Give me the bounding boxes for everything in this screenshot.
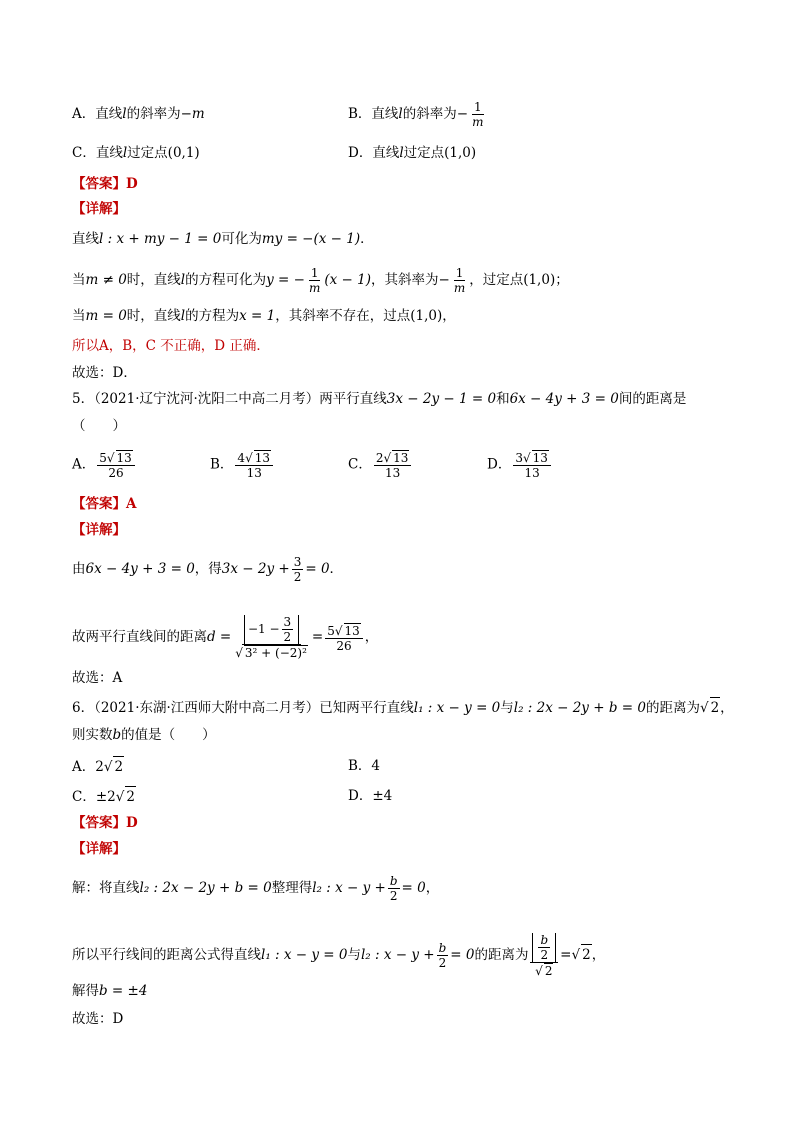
fraction-denominator: 26 (108, 466, 124, 480)
radicand: 2 (581, 944, 592, 965)
radicand: 2 (113, 756, 124, 777)
text: ， (720, 700, 734, 716)
q4-option-b-text: 的斜率为 (402, 106, 457, 122)
text: ． (329, 561, 344, 577)
q6-solution-line-2: 所以平行线间的距离公式得直线l₁ : x − y = 0与l₂ : x − y + $\frac{b}{2}$ = 0的距离为 $\frac{\frac{b}{2}}{√ 2}$ =√ 2， (72, 933, 606, 978)
fraction-numerator: b (389, 874, 398, 888)
q5-solution-line-2 (72, 615, 378, 660)
text: ； (555, 272, 569, 288)
equation: l₂ : 2x − 2y + b = 0 (513, 700, 646, 716)
q4-option-b (348, 100, 487, 129)
q4-option-a-label: A．直线 (72, 106, 123, 122)
fraction: $\frac{5√ 13}{26}$ (97, 450, 135, 480)
q4-solution-line-3 (72, 306, 456, 326)
option-label: B． (348, 758, 372, 774)
text: 时，直线 (126, 272, 181, 288)
radicand: 13 (116, 451, 132, 465)
text: ，得 (194, 561, 222, 577)
fraction (292, 555, 304, 584)
q4-option-d-value: (1,0) (444, 145, 477, 161)
var-b: b (112, 727, 122, 743)
coefficient: 4 (237, 451, 246, 465)
radicand: 13 (393, 451, 409, 465)
q6-solution-line-1 (72, 874, 439, 903)
q4-option-b-sign: − (456, 106, 469, 122)
q6-option-b (348, 756, 380, 776)
text: ． (360, 231, 374, 247)
text: 的方程为 (185, 308, 240, 324)
text: 时，直线 (126, 308, 181, 324)
q5-option-b (210, 450, 275, 480)
q4-answer: 【答案】D (72, 176, 138, 192)
text: 与 (347, 947, 361, 963)
q6-solution-line-3 (72, 981, 147, 1001)
sign: − (438, 272, 450, 288)
q6-option-d (348, 786, 392, 806)
q5-paren: （ ） (72, 418, 126, 434)
point: (1,0) (410, 308, 443, 324)
distance-fraction: −1 − $\frac{3}{2}$ √ 3² + (−2)² (235, 615, 307, 660)
text: ， (425, 880, 440, 896)
equation: l₁ : x − y = 0 (261, 947, 348, 963)
text: 的距离为 (645, 700, 700, 716)
q4-option-a (72, 104, 205, 124)
equation: m ≠ 0 (85, 272, 127, 288)
fraction-numerator: 1 (473, 100, 482, 114)
option-label: C． (72, 789, 96, 805)
fraction-denominator: 2 (438, 956, 447, 970)
fraction-denominator: 2 (389, 889, 398, 903)
fraction: $\frac{4√ 13}{13}$ (235, 450, 273, 480)
q6-conclusion: 故选：D (72, 1011, 124, 1027)
text: 解得 (72, 983, 99, 999)
fraction-numerator: 1 (310, 266, 319, 280)
option-value: ±2 (95, 789, 116, 805)
q6-answer: 【答案】D (72, 815, 138, 831)
q5-solution-line-1 (72, 555, 343, 584)
q5-option-a (72, 450, 137, 480)
text: 则实数 (72, 727, 113, 743)
q5-option-d (487, 450, 553, 480)
coefficient: 5 (99, 451, 107, 465)
text: ，其斜率不存在，过点 (275, 308, 411, 324)
text: ，过定点 (469, 272, 524, 288)
text: 所以平行线间的距离公式得直线 (72, 947, 261, 963)
option-label: A． (72, 759, 96, 775)
equation: (x − 1) (324, 272, 371, 288)
equation: = 0 (305, 561, 330, 577)
radicand: 2 (125, 786, 136, 807)
q4-var-l: l (399, 145, 404, 161)
text: 和 (496, 391, 510, 407)
text: 6．（2021·东湖·江西师大附中高二月考）已知两平行直线 (72, 700, 414, 716)
text: 解：将直线 (72, 880, 140, 896)
fraction (388, 874, 400, 903)
equation: l₁ : x − y = 0 (413, 700, 501, 716)
radicand: 2 (710, 697, 721, 718)
text: 由 (72, 561, 86, 577)
equation: y = − (266, 272, 305, 288)
coefficient: 5 (327, 623, 335, 638)
option-label: D． (348, 788, 373, 804)
q5-conclusion: 故选：A (72, 670, 123, 686)
text: 间的距离是 (618, 391, 687, 407)
fraction-numerator: b (438, 941, 447, 955)
text: ， (442, 308, 456, 324)
q6-stem: 6．（2021·东湖·江西师大附中高二月考）已知两平行直线l₁ : x − y = 0与l₂ : 2x − 2y + b = 0的距离为√ 2， (72, 697, 734, 718)
fraction-denominator: m (308, 281, 321, 295)
point: (1,0) (523, 272, 556, 288)
fraction (452, 266, 467, 295)
fraction-numerator: 3 (293, 555, 302, 569)
q4-option-d-text: 过定点 (403, 145, 445, 161)
option-value: 4 (371, 758, 381, 774)
equation: x = 1 (239, 308, 276, 324)
q6-stem-2 (72, 725, 216, 745)
distance-fraction: $\frac{\frac{b}{2}}{√ 2}$ (530, 933, 558, 978)
q4-detail-heading: 【详解】 (72, 201, 126, 217)
fraction-denominator: 13 (524, 466, 540, 480)
equation: 3x − 2y + (221, 561, 290, 577)
equals: = (560, 947, 572, 963)
q6-detail-heading: 【详解】 (72, 841, 126, 857)
fraction-denominator: 2 (540, 948, 549, 962)
q5-stem (72, 389, 686, 409)
fraction-denominator: 26 (336, 638, 352, 653)
q4-solution-line-2 (72, 266, 569, 295)
equation: = 0 (450, 947, 475, 963)
text: 当 (72, 308, 86, 324)
option-label: C． (348, 456, 372, 473)
text: 的方程可化为 (185, 272, 267, 288)
equals: = (311, 629, 324, 645)
fraction-denominator: m (472, 115, 484, 129)
q4-solution-line-4: 所以A，B，C 不正确，D 正确． (72, 338, 270, 354)
q4-option-c-text: 过定点 (127, 145, 168, 161)
q4-var-l: l (122, 145, 128, 161)
q4-solution-line-1 (72, 229, 374, 249)
text: 的距离为 (474, 947, 529, 963)
q5-answer: 【答案】A (72, 496, 137, 512)
fraction-numerator: 3 (283, 615, 292, 629)
option-value: 2 (95, 759, 104, 775)
radicand: 13 (532, 451, 548, 465)
option-value: ±4 (372, 788, 393, 804)
equation: l₂ : 2x − 2y + b = 0 (139, 880, 272, 896)
q4-option-b-fraction (470, 100, 485, 129)
equation: b = ±4 (99, 983, 148, 999)
equation: my = −(x − 1) (261, 231, 361, 247)
text: 的值是（ ） (121, 727, 216, 743)
q4-conclusion: 故选：D． (72, 365, 137, 381)
q5-option-c (348, 450, 413, 480)
abs-content: −1 − (247, 622, 280, 636)
equation: = 0 (401, 880, 426, 896)
fraction-denominator: 13 (246, 466, 262, 480)
var-l: l (180, 272, 186, 288)
radicand: 13 (344, 623, 360, 638)
q4-option-d (348, 143, 476, 163)
text: 5．（2021·辽宁沈河·沈阳二中高二月考）两平行直线 (72, 391, 387, 407)
text: 故两平行直线间的距离 (72, 629, 207, 645)
option-label: A． (72, 456, 96, 473)
fraction-denominator: 2 (293, 570, 302, 584)
q4-option-a-text: 的斜率为 (126, 106, 181, 122)
q4-option-c-label: C．直线 (72, 145, 123, 161)
coefficient: 3 (515, 451, 523, 465)
text: 可化为 (221, 231, 262, 247)
fraction-numerator: 1 (455, 266, 464, 280)
equation: 6x − 4y + 3 = 0 (85, 561, 195, 577)
equation: 3x − 2y − 1 = 0 (386, 391, 497, 407)
result-fraction: $\frac{5√ 13}{26}$ (325, 623, 363, 653)
var-l: l (180, 308, 186, 324)
fraction-numerator: b (540, 933, 549, 947)
text: 与 (500, 700, 514, 716)
option-label: D． (487, 456, 512, 473)
equation: l : x + my − 1 = 0 (99, 231, 222, 247)
q4-option-d-label: D．直线 (348, 145, 400, 161)
fraction-denominator: m (453, 281, 466, 295)
equation: l₂ : x − y + (360, 947, 435, 963)
fraction-denominator: 2 (283, 630, 292, 644)
coefficient: 2 (375, 451, 384, 465)
equation: l₂ : x − y + (312, 880, 386, 896)
q6-option-a: A．2√ 2 (72, 756, 124, 777)
fraction-denominator: 13 (384, 466, 401, 480)
option-label: B． (210, 456, 234, 473)
q6-option-c: C．±2√ 2 (72, 786, 136, 807)
text: ，其斜率为 (371, 272, 439, 288)
q4-option-a-value: −m (180, 106, 205, 122)
fraction: $\frac{2√ 13}{13}$ (374, 450, 412, 480)
text: 直线 (72, 231, 99, 247)
equation: d = (207, 629, 232, 645)
equation: 6x − 4y + 3 = 0 (509, 391, 619, 407)
equation: m = 0 (85, 308, 127, 324)
q5-detail-heading: 【详解】 (72, 522, 126, 538)
q4-var-l: l (122, 106, 127, 122)
radicand: 2 (544, 964, 553, 978)
text: 当 (72, 272, 86, 288)
radicand: 3² + (−2)² (244, 646, 307, 660)
text: ， (364, 629, 379, 645)
q4-var-l: l (398, 106, 403, 122)
q4-option-c (72, 143, 200, 163)
text: ， (591, 947, 606, 963)
q4-option-b-label: B．直线 (348, 106, 399, 122)
radicand: 13 (254, 451, 270, 465)
q4-option-c-value: (0,1) (167, 145, 200, 161)
text: 整理得 (271, 880, 313, 896)
fraction (307, 266, 322, 295)
fraction (437, 941, 449, 970)
fraction: $\frac{3√ 13}{13}$ (513, 450, 551, 480)
